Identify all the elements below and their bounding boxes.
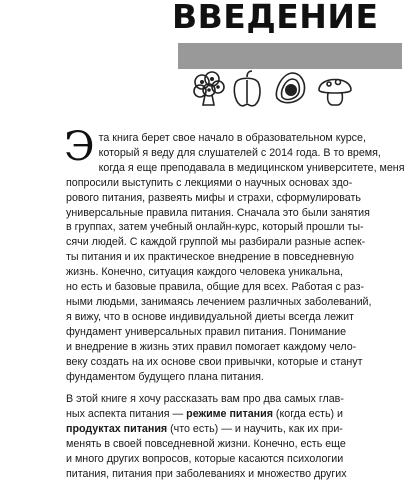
avocado-icon bbox=[272, 70, 310, 108]
text-line bbox=[66, 422, 412, 437]
chapter-title: ВВЕДЕНИЕ bbox=[172, 0, 379, 36]
bold-term-food-products: продуктах питания bbox=[66, 423, 168, 436]
introduction-text bbox=[64, 124, 412, 482]
text-line: который я веду для слушателей с 2014 года. В то время, bbox=[98, 146, 381, 159]
text-line: и внедрение в жизнь этих правил помогает каждому чело- bbox=[66, 340, 357, 353]
bold-term-meal-schedule: режиме питания bbox=[186, 408, 273, 421]
text-line: сячи людей. С каждой группой мы разбирали разные аспек- bbox=[66, 236, 366, 249]
text-line: попросили выступить с лекциями о научных основах здо- bbox=[66, 176, 353, 189]
paragraph-1 bbox=[64, 124, 412, 384]
text-line: я вижу, что в основе индивидуальной диеты всегда лежит bbox=[66, 310, 354, 323]
vegetable-icons-row bbox=[178, 70, 408, 110]
text-line: фундаментом будущего плана питания. bbox=[66, 370, 264, 383]
mushroom-icon bbox=[316, 70, 354, 108]
text-line: жизнь. Конечно, ситуация каждого человека уникальна, bbox=[66, 266, 344, 279]
text-line: когда я еще преподавала в медицинском университете, меня bbox=[98, 161, 405, 174]
text-line: та книга берет свое начало в образовательном курсе, bbox=[98, 132, 366, 144]
text-line: и много других вопросов, которые касаются психологии bbox=[66, 453, 344, 466]
drop-cap: Э bbox=[64, 124, 95, 170]
text-run: ных аспекта питания — bbox=[66, 408, 187, 421]
text-line: но есть и базовые правила, общие для всех. Работая с раз- bbox=[66, 281, 365, 294]
text-run: (что есть) — и научить, как их при- bbox=[167, 423, 343, 436]
text-line: менять в своей повседневной жизни. Конечно, есть еще bbox=[66, 438, 346, 451]
text-line: веку создать на их основе свои привычки, которые и станут bbox=[66, 355, 363, 368]
text-line: питания, питания при заболеваниях и множество других bbox=[66, 467, 347, 480]
text-line: В этой книге я хочу рассказать вам про два самых глав- bbox=[66, 393, 344, 406]
title-underline-bar bbox=[178, 43, 402, 69]
text-line: ными людьми, занимаясь лечением различных заболеваний, bbox=[66, 295, 372, 308]
text-line: ты питания и их практическое внедрение в повседневную bbox=[66, 251, 354, 264]
paragraph-2 bbox=[66, 392, 412, 481]
text-line: рового питания, развеять мифы и страхи, сформулировать bbox=[66, 191, 361, 204]
text-run: (когда есть) и bbox=[272, 408, 344, 421]
text-line: универсальные правила питания. Сначала это были занятия bbox=[66, 206, 370, 219]
text-line: в группах, затем учебный онлайн-курс, который прошли ты- bbox=[66, 221, 364, 234]
text-line: фундамент универсальных правил питания. Понимание bbox=[66, 325, 347, 338]
broccoli-icon bbox=[190, 70, 228, 108]
bell-pepper-icon bbox=[230, 70, 264, 108]
